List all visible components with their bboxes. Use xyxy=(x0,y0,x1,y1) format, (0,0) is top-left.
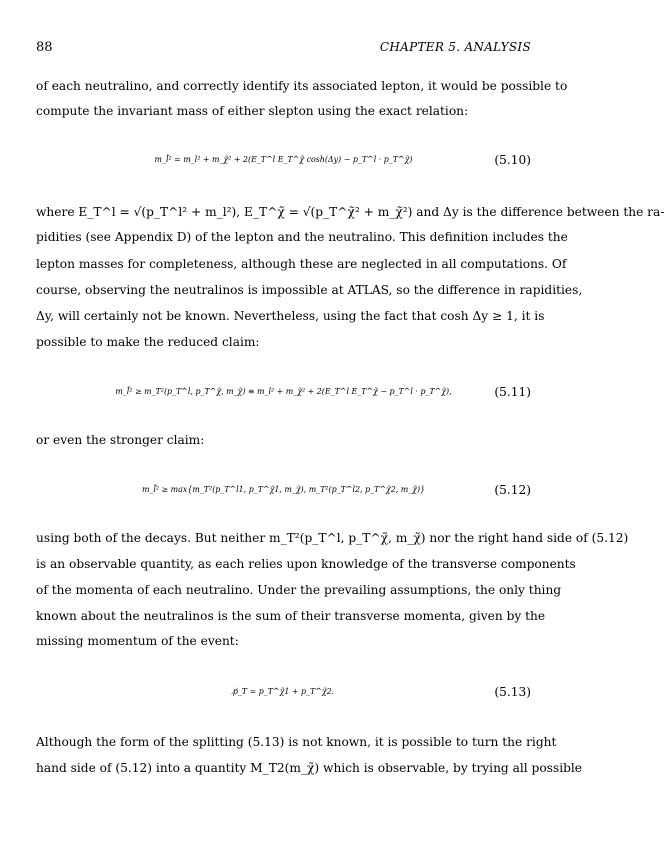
body-line-text: missing momentum of the event: xyxy=(36,634,239,648)
equation-body: m_l̃² ≥ max{m_T²(p_T^l1, p_T^χ̃1, m_χ̃), m_T²(p_T^l2, p_T^χ̃2, m_χ̃)} xyxy=(141,485,426,494)
page-number xyxy=(36,40,53,55)
equation-number: (5.11) xyxy=(494,385,531,399)
equation-5-11 xyxy=(36,381,531,403)
body-line xyxy=(36,530,629,546)
equation-body: m_l̃² ≥ m_T²(p_T^l, p_T^χ̃, m_χ̃) ≡ m_l² + m_χ̃² + 2(E_T^l E_T^χ̃ − p_T^l · p_T^χ̃), xyxy=(115,387,452,396)
page-number-text: 88 xyxy=(36,40,53,55)
body-line xyxy=(36,734,557,750)
body-line-text: hand side of (5.12) into a quantity M_T2(m_χ̃) which is observable, by trying all possible xyxy=(36,761,582,775)
body-line-text: lepton masses for completeness, although these are neglected in all computations. Of xyxy=(36,257,567,271)
body-line xyxy=(36,582,562,598)
body-line-text: is an observable quantity, as each relies upon knowledge of the transverse components xyxy=(36,557,576,571)
body-line xyxy=(36,334,531,350)
body-line xyxy=(36,760,582,776)
equation-5-10 xyxy=(36,149,531,171)
body-line-text: compute the invariant mass of either slepton using the exact relation: xyxy=(36,104,469,118)
running-head xyxy=(380,40,531,54)
body-line xyxy=(36,556,576,572)
body-line-text: possible to make the reduced claim: xyxy=(36,335,260,349)
equation-5-13 xyxy=(36,681,531,703)
body-line-text: or even the stronger claim: xyxy=(36,433,205,447)
equation-number: (5.10) xyxy=(494,153,531,167)
equation-body: m_l̃² = m_l² + m_χ̃² + 2(E_T^l E_T^χ̃ cosh(Δy) − p_T^l · p_T^χ̃) xyxy=(154,155,413,164)
body-line-text: of the momenta of each neutralino. Under the prevailing assumptions, the only thing xyxy=(36,583,562,597)
body-line xyxy=(36,282,583,298)
body-line xyxy=(36,229,568,245)
body-line-text: known about the neutralinos is the sum of their transverse momenta, given by the xyxy=(36,609,546,623)
body-line-text: of each neutralino, and correctly identify its associated lepton, it would be possible to xyxy=(36,79,568,93)
running-head-text: CHAPTER 5. ANALYSIS xyxy=(379,40,531,54)
body-line xyxy=(36,432,531,448)
body-line xyxy=(36,256,567,272)
body-line xyxy=(36,633,531,649)
equation-5-12 xyxy=(36,479,531,501)
body-line-text: pidities (see Appendix D) of the lepton and the neutralino. This definition includes the xyxy=(36,230,568,244)
body-line xyxy=(36,78,568,94)
body-line-text: where E_T^l = √(p_T^l² + m_l²), E_T^χ̃ = √(p_T^χ̃² + m_χ̃²) and Δy is the difference between the ra- xyxy=(36,205,664,219)
body-line-text: Although the form of the splitting (5.13) is not known, it is possible to turn the right xyxy=(36,735,557,749)
equation-number: (5.12) xyxy=(494,483,531,497)
equation-body: p̸_T = p_T^χ̃1 + p_T^χ̃2. xyxy=(232,687,335,696)
body-line xyxy=(36,308,545,324)
body-line xyxy=(36,204,664,220)
body-line-text: course, observing the neutralinos is impossible at ATLAS, so the difference in rapidities, xyxy=(36,283,583,297)
body-line-text: Δy, will certainly not be known. Nevertheless, using the fact that cosh Δy ≥ 1, it is xyxy=(36,309,545,323)
body-line-text: using both of the decays. But neither m_T²(p_T^l, p_T^χ̃, m_χ̃) nor the right hand side of (5.12) xyxy=(36,531,629,545)
equation-number: (5.13) xyxy=(494,685,531,699)
body-line xyxy=(36,608,546,624)
body-line xyxy=(36,103,531,119)
